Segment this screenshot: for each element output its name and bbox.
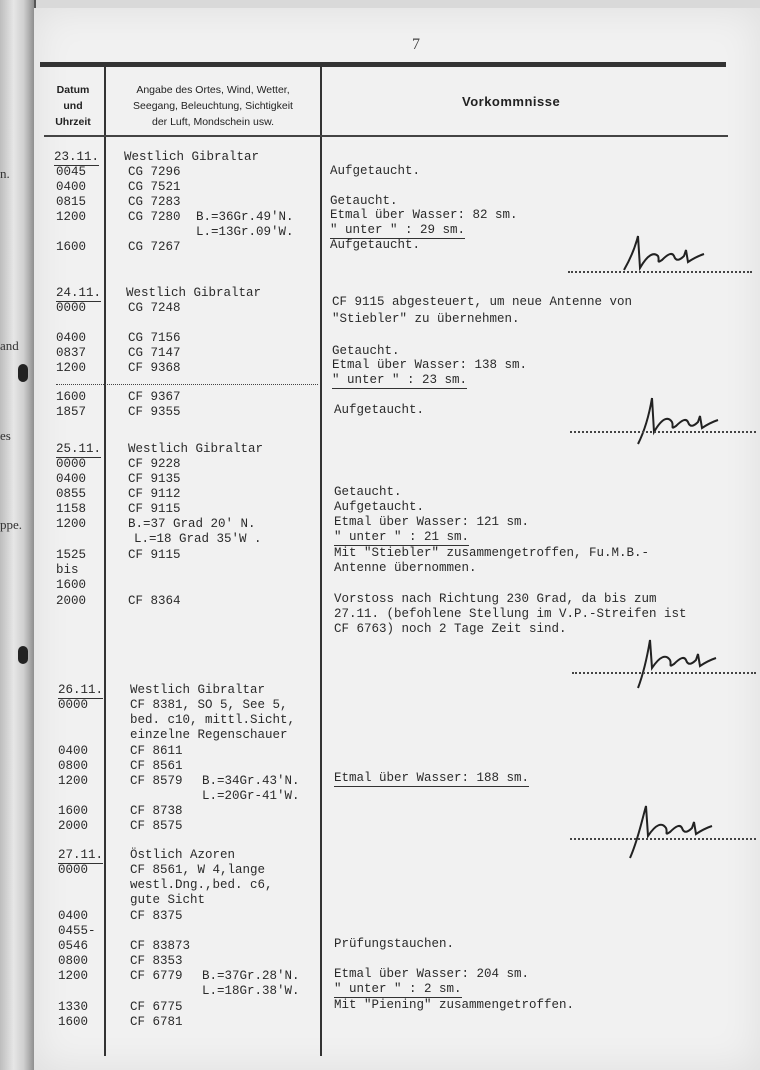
- time-cell: 1600: [56, 390, 87, 404]
- time-cell: 0855: [56, 487, 87, 501]
- weather-text: bed. c10, mittl.Sicht,: [130, 713, 296, 727]
- event-text: Etmal über Wasser: 138 sm.: [332, 358, 528, 372]
- event-text: Vorstoss nach Richtung 230 Grad, da bis zum: [334, 592, 657, 606]
- previous-page-edge: [0, 0, 30, 1070]
- event-text: Aufgetaucht.: [334, 403, 425, 417]
- event-text: Aufgetaucht.: [330, 238, 421, 252]
- time-cell: 0000: [56, 301, 87, 315]
- signature: [618, 226, 708, 286]
- time-cell: 1600: [58, 1015, 89, 1029]
- event-text: Mit "Piening" zusammengetroffen.: [334, 998, 575, 1012]
- position-cell: CF 6775: [130, 1000, 183, 1014]
- punch-hole: [18, 646, 28, 664]
- position-cell: CF 8738: [130, 804, 183, 818]
- weather-text: einzelne Regenschauer: [130, 728, 288, 742]
- position-cell: CF 9228: [128, 457, 181, 471]
- coordinate-text: B.=37Gr.28'N.: [202, 969, 300, 983]
- location-text: Östlich Azoren: [130, 848, 236, 862]
- event-text: Getaucht.: [334, 485, 402, 499]
- position-cell: CG 7147: [128, 346, 181, 360]
- signature: [632, 392, 722, 452]
- coordinate-text: L.=20Gr-41'W.: [202, 789, 300, 803]
- time-cell: 0815: [56, 195, 87, 209]
- position-cell: CF 8575: [130, 819, 183, 833]
- event-text: " unter " : 21 sm.: [334, 530, 470, 544]
- page-number: 7: [412, 36, 420, 53]
- signature-line: [570, 838, 756, 840]
- signature-line: [572, 672, 756, 674]
- punch-hole: [18, 364, 28, 382]
- position-cell: CF 8375: [130, 909, 183, 923]
- time-cell: 0000: [58, 863, 89, 877]
- time-cell: 1158: [56, 502, 87, 516]
- event-text: " unter " : 23 sm.: [332, 373, 468, 387]
- position-cell: CF 8611: [130, 744, 183, 758]
- date-entry: 23.11.: [54, 150, 100, 164]
- separator-dots: [56, 384, 318, 385]
- event-text: " unter " : 2 sm.: [334, 982, 462, 996]
- time-cell: 1600: [58, 804, 89, 818]
- signature-line: [570, 431, 756, 433]
- position-cell: CF 6781: [130, 1015, 183, 1029]
- time-cell: 0546: [58, 939, 89, 953]
- position-cell: CF 9368: [128, 361, 181, 375]
- event-text: Etmal über Wasser: 82 sm.: [330, 208, 518, 222]
- position-cell: CF 9115: [128, 502, 181, 516]
- position-cell: CF 8381, SO 5, See 5,: [130, 698, 288, 712]
- date-entry: 27.11.: [58, 848, 104, 862]
- event-text: CF 6763) noch 2 Tage Zeit sind.: [334, 622, 567, 636]
- position-cell: CF 83873: [130, 939, 191, 953]
- prev-page-fragment: and: [0, 338, 19, 353]
- time-cell: 0800: [58, 759, 89, 773]
- event-text: 27.11. (befohlene Stellung im V.P.-Streifen ist: [334, 607, 687, 621]
- date-entry: 24.11.: [56, 286, 102, 300]
- signature: [630, 632, 720, 692]
- header-date-time: Datum und Uhrzeit: [55, 84, 91, 128]
- prev-page-fragment: n.: [0, 166, 10, 181]
- header-location: Angabe des Ortes, Wind, Wetter, Seegang, Beleuchtung, Sichtigkeit der Luft, Mondschein usw.: [133, 84, 293, 128]
- position-cell: CF 6779: [130, 969, 183, 983]
- time-cell: 1200: [56, 361, 87, 375]
- event-text: Etmal über Wasser: 121 sm.: [334, 515, 530, 529]
- location-text: Westlich Gibraltar: [128, 442, 264, 456]
- signature-line: [568, 271, 752, 273]
- weather-text: gute Sicht: [130, 893, 206, 907]
- prev-page-fragment: es: [0, 428, 11, 443]
- time-cell: 0400: [58, 909, 89, 923]
- time-cell: 0400: [56, 472, 87, 486]
- event-text: Mit "Stiebler" zusammengetroffen, Fu.M.B.-: [334, 546, 650, 560]
- header-rule: [44, 135, 728, 137]
- time-cell: 0800: [58, 954, 89, 968]
- event-text: Getaucht.: [332, 344, 400, 358]
- time-cell: 1600: [56, 578, 87, 592]
- date-entry: 25.11.: [56, 442, 102, 456]
- date-entry: 26.11.: [58, 683, 104, 697]
- position-cell: CG 7296: [128, 165, 181, 179]
- time-cell: 1600: [56, 240, 87, 254]
- coordinate-text: B.=34Gr.43'N.: [202, 774, 300, 788]
- time-cell: 0000: [56, 457, 87, 471]
- weather-text: westl.Dng.,bed. c6,: [130, 878, 273, 892]
- event-text: " unter " : 29 sm.: [330, 223, 466, 237]
- event-text: Getaucht.: [330, 194, 398, 208]
- column-divider-2: [320, 66, 322, 1056]
- time-cell: 1525: [56, 548, 87, 562]
- position-cell: CG 7521: [128, 180, 181, 194]
- position-cell: CF 8561: [130, 759, 183, 773]
- column-divider-1: [104, 66, 106, 1056]
- coordinate-text: B.=37 Grad 20' N.: [128, 517, 256, 531]
- location-text: Westlich Gibraltar: [126, 286, 262, 300]
- location-text: Westlich Gibraltar: [124, 150, 260, 164]
- time-cell: 0045: [56, 165, 87, 179]
- location-text: Westlich Gibraltar: [130, 683, 266, 697]
- position-cell: CF 9355: [128, 405, 181, 419]
- position-cell: CF 9367: [128, 390, 181, 404]
- event-text: CF 9115 abgesteuert, um neue Antenne von: [332, 295, 633, 309]
- coordinate-text: B.=36Gr.49'N.: [196, 210, 294, 224]
- prev-page-fragment: ppe.: [0, 517, 23, 532]
- signature: [626, 800, 716, 860]
- position-cell: CG 7267: [128, 240, 181, 254]
- time-cell: bis: [56, 563, 79, 577]
- time-cell: 1857: [56, 405, 87, 419]
- time-cell: 2000: [56, 594, 87, 608]
- coordinate-text: L.=13Gr.09'W.: [196, 225, 294, 239]
- position-cell: CF 8579: [130, 774, 183, 788]
- header-events: Vorkommnisse: [462, 94, 561, 109]
- position-cell: CF 8353: [130, 954, 183, 968]
- top-rule: [40, 62, 726, 67]
- event-text: Etmal über Wasser: 204 sm.: [334, 967, 530, 981]
- time-cell: 1200: [58, 969, 89, 983]
- event-text: Etmal über Wasser: 188 sm.: [334, 771, 530, 785]
- position-cell: CG 7283: [128, 195, 181, 209]
- time-cell: 1330: [58, 1000, 89, 1014]
- coordinate-text: L.=18Gr.38'W.: [202, 984, 300, 998]
- event-text: Prüfungstauchen.: [334, 937, 455, 951]
- event-text: "Stiebler" zu übernehmen.: [332, 312, 520, 326]
- time-cell: 1200: [56, 517, 87, 531]
- time-cell: 0455-: [58, 924, 96, 938]
- event-text: Antenne übernommen.: [334, 561, 477, 575]
- time-cell: 0400: [58, 744, 89, 758]
- position-cell: CG 7156: [128, 331, 181, 345]
- time-cell: 1200: [58, 774, 89, 788]
- position-cell: CG 7280: [128, 210, 181, 224]
- position-cell: CF 9135: [128, 472, 181, 486]
- position-cell: CF 9112: [128, 487, 181, 501]
- time-cell: 0837: [56, 346, 87, 360]
- position-cell: CF 9115: [128, 548, 181, 562]
- coordinate-text: L.=18 Grad 35'W .: [134, 532, 262, 546]
- position-cell: CF 8364: [128, 594, 181, 608]
- event-text: Aufgetaucht.: [334, 500, 425, 514]
- time-cell: 0000: [58, 698, 89, 712]
- position-cell: CF 8561, W 4,lange: [130, 863, 266, 877]
- time-cell: 0400: [56, 331, 87, 345]
- time-cell: 0400: [56, 180, 87, 194]
- event-text: Aufgetaucht.: [330, 164, 421, 178]
- time-cell: 2000: [58, 819, 89, 833]
- time-cell: 1200: [56, 210, 87, 224]
- position-cell: CG 7248: [128, 301, 181, 315]
